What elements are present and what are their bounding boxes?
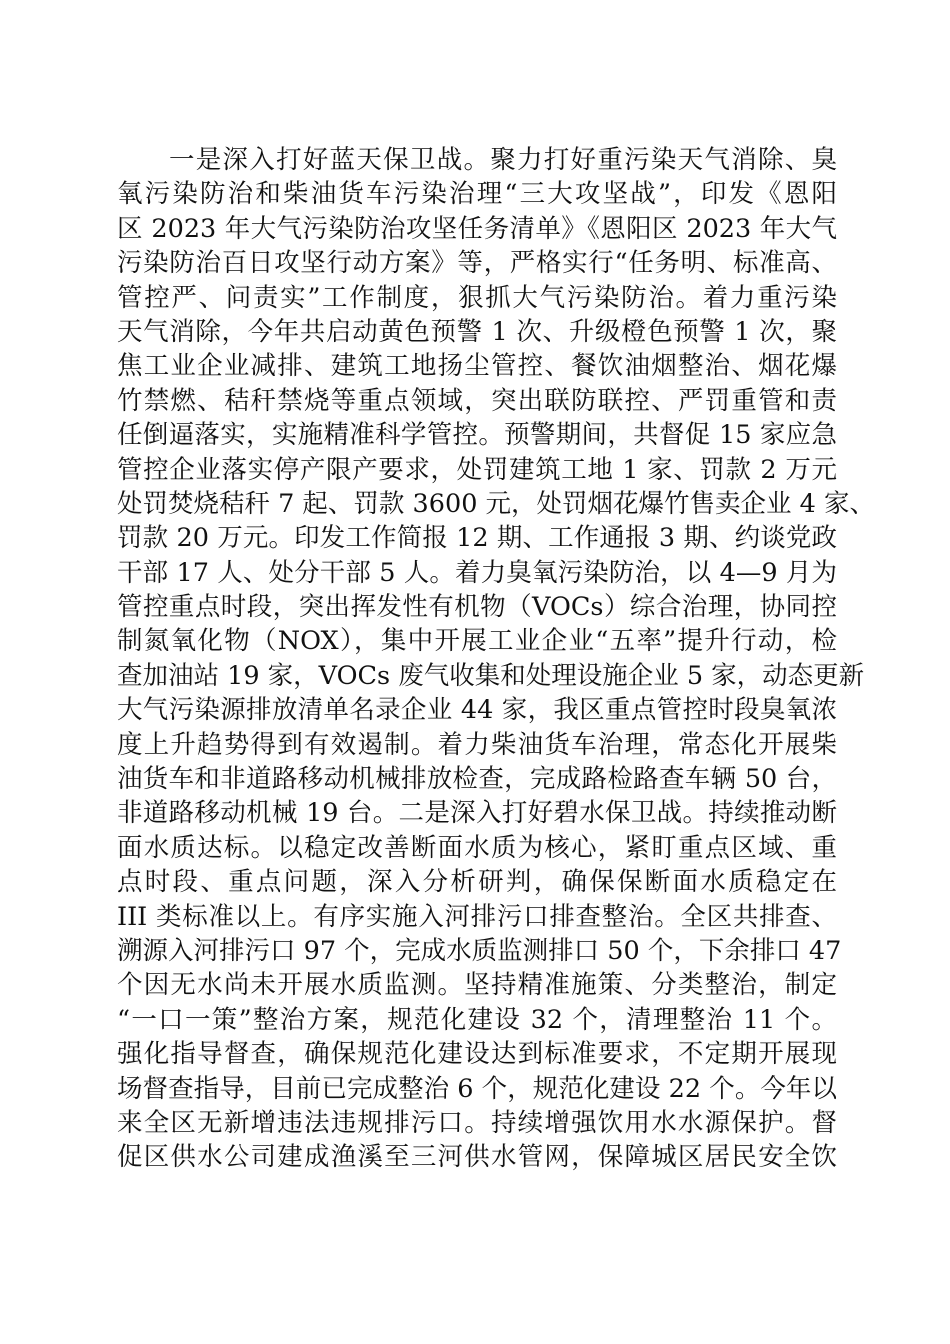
text-line: “一口一策”整治方案，规范化建设 32 个，清理整治 11 个。	[117, 1004, 837, 1035]
text-line: 一是深入打好蓝天保卫战。聚力打好重污染天气消除、臭	[169, 145, 837, 175]
text-line: 场督查指导，目前已完成整治 6 个，规范化建设 22 个。今年以	[117, 1073, 837, 1104]
text-line: 区 2023 年大气污染防治攻坚任务清单》《恩阳区 2023 年大气	[117, 213, 837, 244]
text-line: III 类标准以上。有序实施入河排污口排查整治。全区共排查、	[117, 901, 837, 932]
text-line: 罚款 20 万元。印发工作简报 12 期、工作通报 3 期、约谈党政	[117, 523, 837, 554]
text-line: 氧污染防治和柴油货车污染治理“三大攻坚战”，印发《恩阳	[117, 179, 837, 210]
text-line: 管控企业落实停产限产要求，处罚建筑工地 1 家、罚款 2 万元	[117, 454, 837, 485]
text-line: 促区供水公司建成渔溪至三河供水管网，保障城区居民安全饮	[117, 1142, 837, 1173]
text-line: 处罚焚烧秸秆 7 起、罚款 3600 元，处罚烟花爆竹售卖企业 4 家、	[117, 488, 875, 519]
text-line: 干部 17 人、处分干部 5 人。着力臭氧污染防治，以 4—9 月为	[117, 557, 837, 588]
text-line: 度上升趋势得到有效遏制。着力柴油货车治理，常态化开展柴	[117, 729, 837, 760]
text-line: 面水质达标。以稳定改善断面水质为核心，紧盯重点区域、重	[117, 832, 837, 863]
body-paragraph	[117, 143, 875, 1175]
text-line: 点时段、重点问题，深入分析研判，确保保断面水质稳定在	[117, 867, 837, 898]
text-line: 制氮氧化物（NOX），集中开展工业企业“五率”提升行动，检	[117, 626, 837, 657]
text-line: 管控严、问责实”工作制度，狠抓大气污染防治。着力重污染	[117, 282, 837, 313]
text-line: 来全区无新增违法违规排污口。持续增强饮用水水源保护。督	[117, 1107, 837, 1138]
text-line: 焦工业企业减排、建筑工地扬尘管控、餐饮油烟整治、烟花爆	[117, 351, 837, 382]
text-line: 溯源入河排污口 97 个，完成水质监测排口 50 个，下余排口 47	[117, 935, 842, 966]
text-line: 天气消除，今年共启动黄色预警 1 次、升级橙色预警 1 次，聚	[117, 316, 837, 347]
text-line: 大气污染源排放清单名录企业 44 家，我区重点管控时段臭氧浓	[117, 695, 837, 726]
text-line: 管控重点时段，突出挥发性有机物（VOCs）综合治理，协同控	[117, 592, 837, 623]
text-line: 竹禁燃、秸秆禁烧等重点领域，突出联防联控、严罚重管和责	[117, 385, 837, 416]
text-line: 污染防治百日攻坚行动方案》等，严格实行“任务明、标准高、	[117, 248, 837, 279]
text-line: 油货车和非道路移动机械排放检查，完成路检路查车辆 50 台，	[117, 764, 837, 795]
text-line: 强化指导督查，确保规范化建设达到标准要求，不定期开展现	[117, 1039, 837, 1070]
text-line: 个因无水尚未开展水质监测。坚持精准施策、分类整治，制定	[117, 970, 837, 1001]
text-line: 查加油站 19 家，VOCs 废气收集和处理设施企业 5 家，动态更新	[117, 660, 865, 691]
text-line: 任倒逼落实，实施精准科学管控。预警期间，共督促 15 家应急	[117, 420, 837, 451]
text-line: 非道路移动机械 19 台。二是深入打好碧水保卫战。持续推动断	[117, 798, 837, 829]
